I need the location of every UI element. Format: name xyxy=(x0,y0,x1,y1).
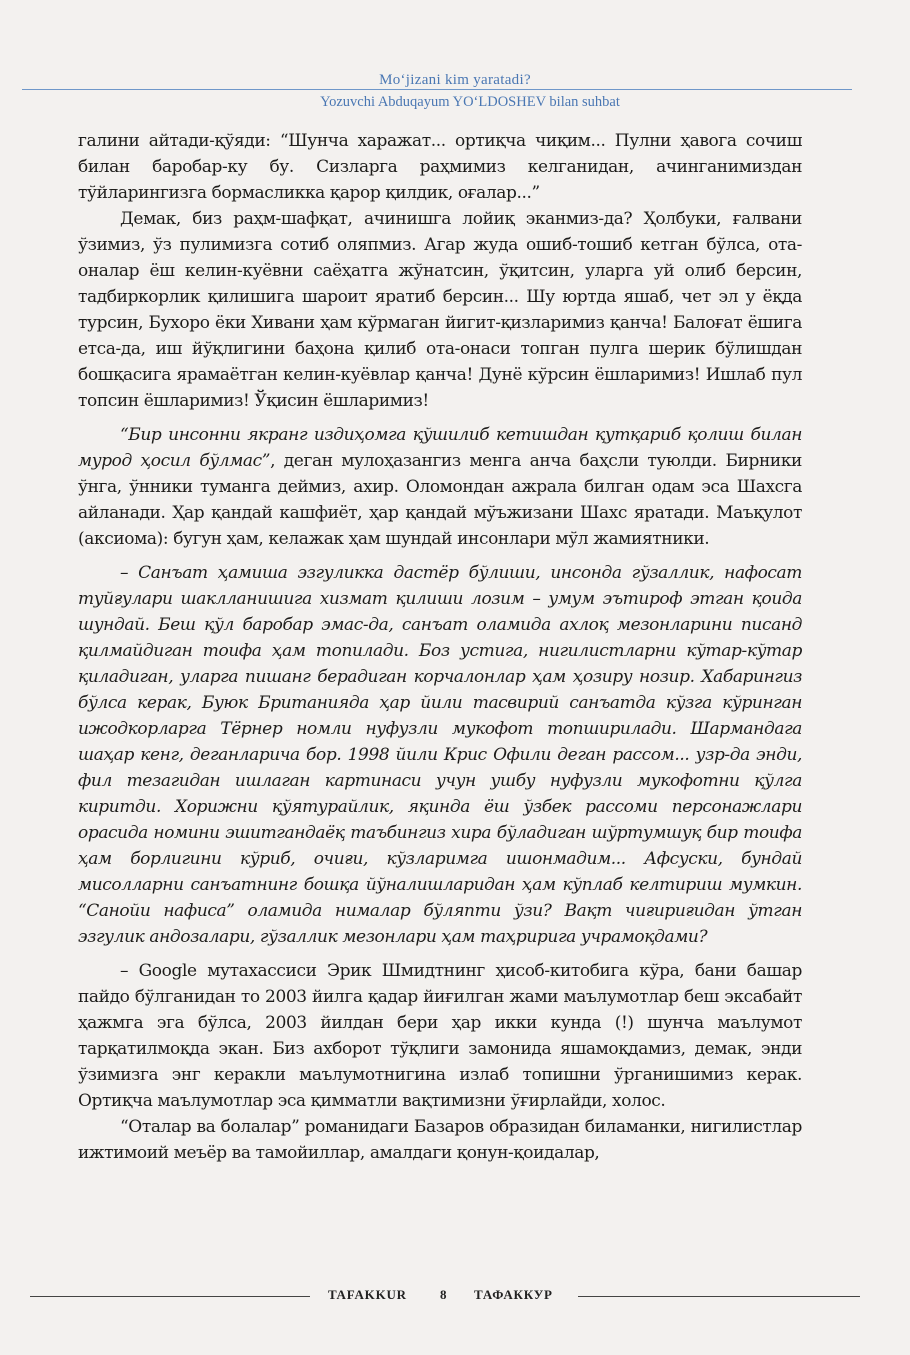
running-head xyxy=(0,70,910,112)
page-footer xyxy=(30,1285,860,1305)
footer-left-label: TAFAKKUR xyxy=(328,1287,407,1302)
paragraph-5: – Google мутахассиси Эрик Шмидтнинг ҳисоб-китобига кўра, бани башар пайдо бўлганидан то 2003 йилга қадар йиғилган жами маълумотлар беш эксабайт ҳажмга эга бўлса, 2003 йилдан бери ҳар икки кунда (!) шунча маълумот тарқатилмоқда экан. Биз ахборот тўқлиги замонида яшамоқдамиз, демак, энди ўзимизга энг керакли маълумотнигина излаб топишни ўрганишимиз керак. Ортиқча маълумотлар эса қимматли вақтимизни ўғирлайди, холос. xyxy=(78,961,802,1111)
paragraph-2: Демак, биз раҳм-шафқат, ачинишга лойиқ эканмиз-да? Ҳолбуки, ғалвани ўзимиз, ўз пулимизга сотиб оляпмиз. Агар жуда ошиб-тошиб кетган бўлса, ота-оналар ёш келин-куёвни саёҳатга жўнатсин, ўқитсин, уларга уй олиб берсин, тадбиркорлик қилишига шароит яратиб берсин... Шу юртда яшаб, чет эл у ёқда турсин, Бухоро ёки Хивани ҳам кўрмаган йигит-қизларимиз қанча! Балоғат ёшига етса-да, иш йўқлигини баҳона қилиб ота-онаси топган пулга шерик бўлишдан бошқасига ярамаётган келин-куёвлар қанча! Дунё кўрсин ёшларимиз! Ишлаб пул топсин ёшларимиз! Ўқисин ёшларимиз! xyxy=(78,209,802,411)
paragraph-3 xyxy=(78,422,802,552)
running-head-title: Mo‘jizani kim yaratadi? xyxy=(379,72,531,88)
footer-right-label: ТАФАККУР xyxy=(474,1287,553,1302)
running-head-subtitle: Yozuvchi Abduqayum YO‘LDOSHEV bilan suhbat xyxy=(320,94,620,110)
paragraph-3-text: , деган мулоҳазангиз менга анча баҳсли туюлди. Бирники ўнга, ўнники туманга деймиз, ахир. Оломондан ажрала билган одам эса Шахсга айланади. Ҳар қандай кашфиёт, ҳар қандай мўъжизани Шахс яратади. Маъқулот (аксиома): бугун ҳам, келажак ҳам шундай инсонлари мўл жамиятники. xyxy=(78,451,802,549)
paragraph-6: “Оталар ва болалар” романидаги Базаров образидан биламанки, нигилистлар ижтимоий меъёр ва тамойиллар, амалдаги қонун-қоидалар, xyxy=(78,1117,802,1163)
page-number: 8 xyxy=(440,1287,448,1302)
footer-rule-right xyxy=(578,1296,860,1297)
header-rule xyxy=(22,89,852,90)
interviewer-question: – Санъат ҳамиша эзгуликка дастёр бўлиши, инсонда гўзаллик, нафосат туйғулари шаклланишига хизмат қилиши лозим – умум эътироф этган қоида шундай. Беш қўл баробар эмас-да, санъат оламида ахлоқ мезонларини писанд қилмайдиган тоифа ҳам топилади. Боз устига, нигилистларни кўтар-кўтар қиладиган, уларга пишанг берадиган корчалонлар ҳам ҳозиру нозир. Хабарингиз бўлса керак, Буюк Британияда ҳар йили тасвирий санъатда кўзга кўринган ижодкорларга Тёрнер номли нуфузли мукофот топширилади. Шармандага шаҳар кенг, деганларича бор. 1998 йили Крис Офили деган рассом... узр-да энди, фил тезагидан ишлаган картинаси учун ушбу нуфузли мукофотни қўлга киритди. Хорижни қўятурайлик, яқинда ёш ўзбек рассоми персонажлари орасида номини эшитгандаёқ таъбингиз хира бўладиган шўртумшуқ бир тоифа ҳам борлигини кўриб, очиғи, кўзларимга ишонмадим... Афсуски, бундай мисолларни санъатнинг бошқа йўналишларидан ҳам кўплаб келтириш мумкин. “Санойи нафиса” оламида нималар бўляпти ўзи? Вақт чиғириғидан ўтган эзгулик андозалари, гўзаллик мезонлари ҳам таҳририга учрамоқдами? xyxy=(78,563,802,947)
article-body xyxy=(78,128,802,1166)
paragraph-1: галини айтади-қўяди: “Шунча харажат... ортиқча чиқим... Пулни ҳавога сочиш билан баробар-ку бу. Сизларга раҳмимиз келганидан, ачинганимиздан тўйларингизга бормасликка қарор қилдик, оғалар...” xyxy=(78,131,802,203)
quote-fragment: “Бир инсонни якранг издиҳомга қўшилиб кетишдан қутқариб қолиш билан мурод ҳосил бўлмас” xyxy=(78,425,802,471)
footer-rule-left xyxy=(30,1296,310,1297)
